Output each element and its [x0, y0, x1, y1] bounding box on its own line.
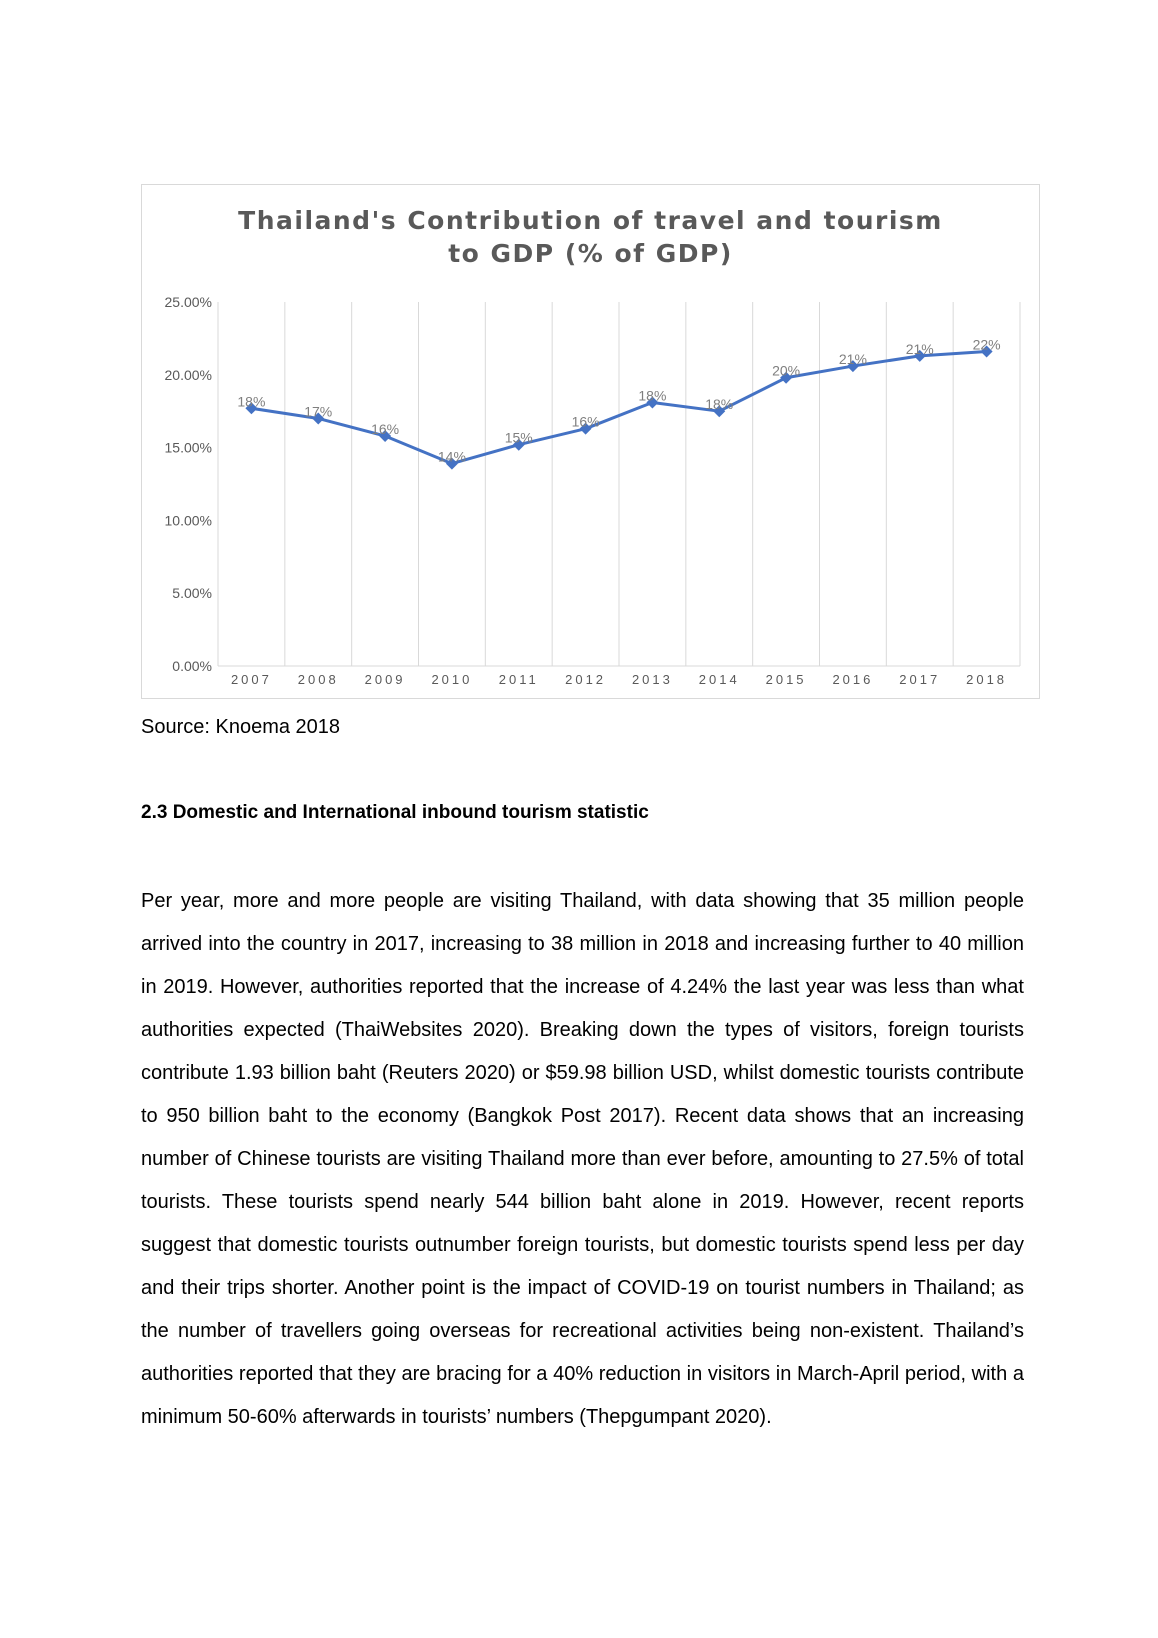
data-label: 18%	[705, 396, 734, 413]
chart-source: Source: Knoema 2018	[141, 716, 341, 738]
data-label: 22%	[972, 336, 1001, 353]
x-tick-label: 2016	[832, 672, 874, 687]
body-paragraph: Per year, more and more people are visiting Thailand, with data showing that 35 million people arrived into the country in 2017, increasing to 38 million in 2018 and increasing further to 40 million in 2019. However, authorities reported that the increase of 4.24% the last year was less than what authorities expected (ThaiWebsites 2020). Breaking down the types of visitors, foreign tourists contribute 1.93 billion baht (Reuters 2020) or $59.98 billion USD, whilst domestic tourists contribute to 950 billion baht to the economy (Bangkok Post 2017). Recent data shows that an increasing number of Chinese tourists are visiting Thailand more than ever before, amounting to 27.5% of total tourists. These tourists spend nearly 544 billion baht alone in 2019. However, recent reports suggest that domestic tourists outnumber foreign tourists, but domestic tourists spend less per day and their trips shorter. Another point is the impact of COVID-19 on tourist numbers in Thailand; as the number of travellers going overseas for recreational activities being non-existent. Thailand’s authorities reported that they are bracing for a 40% reduction in visitors in March-April period, with a minimum 50-60% afterwards in tourists’ numbers (Thepgumpant 2020).	[141, 890, 1024, 1428]
x-tick-label: 2014	[698, 672, 740, 687]
x-tick-label: 2013	[631, 672, 673, 687]
data-label: 16%	[371, 420, 400, 437]
data-label: 17%	[304, 403, 333, 420]
x-tick-label: 2012	[565, 672, 607, 687]
section-heading: 2.3 Domestic and International inbound tourism statistic	[141, 802, 649, 823]
x-tick-label: 2010	[431, 672, 473, 687]
y-tick-label: 0.00%	[172, 658, 212, 674]
data-label: 15%	[504, 429, 533, 446]
chart-title-line-2: to GDP (% of GDP)	[448, 239, 733, 268]
data-label: 21%	[905, 340, 934, 357]
data-label: 14%	[437, 448, 466, 465]
data-label: 21%	[838, 351, 867, 368]
data-label: 16%	[571, 413, 600, 430]
x-tick-label: 2009	[364, 672, 406, 687]
y-tick-label: 20.00%	[164, 366, 212, 383]
y-tick-label: 25.00%	[164, 294, 212, 310]
y-tick-label: 5.00%	[172, 585, 212, 602]
x-tick-label: 2018	[966, 672, 1008, 687]
chart-title-line-1: Thailand's Contribution of travel and tourism	[238, 206, 943, 235]
y-tick-label: 15.00%	[164, 439, 212, 456]
x-tick-label: 2015	[765, 672, 807, 687]
x-tick-label: 2007	[230, 672, 272, 687]
y-tick-label: 10.00%	[164, 512, 212, 529]
x-tick-label: 2011	[498, 672, 539, 687]
data-label: 20%	[772, 362, 801, 379]
x-tick-label: 2017	[899, 672, 941, 687]
x-tick-label: 2008	[297, 672, 339, 687]
line-chart	[141, 184, 1040, 699]
data-label: 18%	[237, 393, 266, 410]
data-label: 18%	[638, 387, 667, 404]
